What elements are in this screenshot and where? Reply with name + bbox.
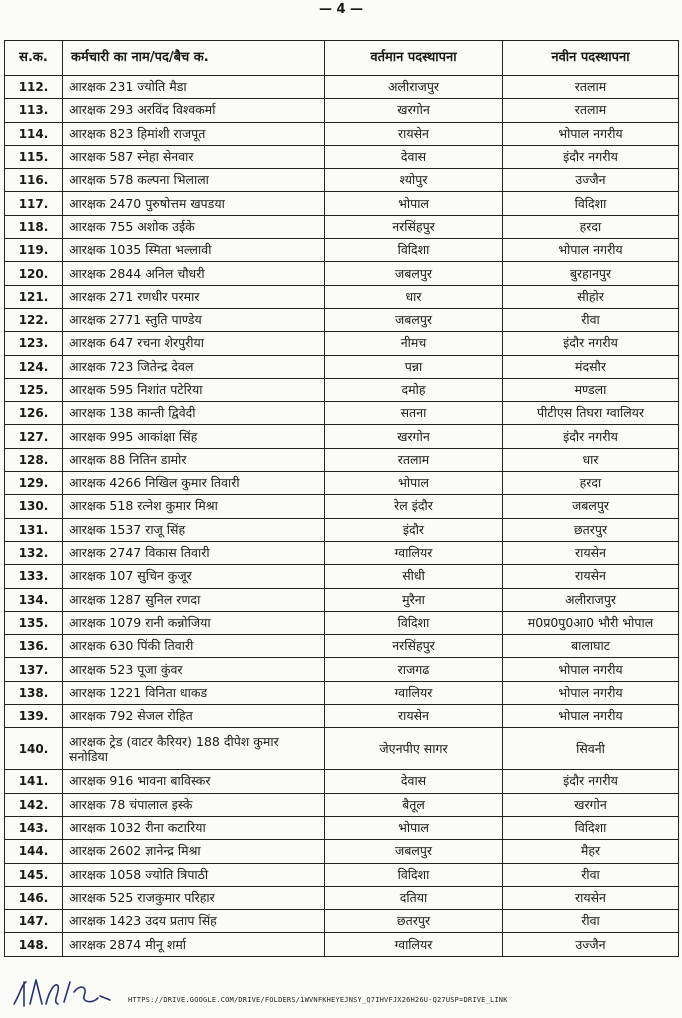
serial-cell: 143. — [5, 816, 63, 839]
current-posting-cell: भोपाल — [325, 472, 503, 495]
new-posting-cell: भोपाल नगरीय — [503, 705, 679, 728]
name-cell: आरक्षक 4266 निखिल कुमार तिवारी — [63, 472, 325, 495]
new-posting-cell: विदिशा — [503, 816, 679, 839]
new-posting-cell: हरदा — [503, 215, 679, 238]
table-row — [5, 886, 679, 909]
serial-cell: 114. — [5, 122, 63, 145]
new-posting-cell: रीवा — [503, 863, 679, 886]
table-row — [5, 495, 679, 518]
new-posting-cell: अलीराजपुर — [503, 588, 679, 611]
serial-cell: 119. — [5, 239, 63, 262]
serial-cell: 116. — [5, 169, 63, 192]
new-posting-cell: जबलपुर — [503, 495, 679, 518]
signature-date-handwritten — [12, 974, 112, 1010]
name-cell: आरक्षक 1035 स्मिता भल्लावी — [63, 239, 325, 262]
name-cell: आरक्षक ट्रेड (वाटर कैरियर) 188 दीपेश कुमार सनोडिया — [63, 728, 325, 770]
new-posting-cell: इंदौर नगरीय — [503, 425, 679, 448]
name-cell: आरक्षक 525 राजकुमार परिहार — [63, 886, 325, 909]
table-row — [5, 840, 679, 863]
new-posting-cell: भोपाल नगरीय — [503, 122, 679, 145]
new-posting-cell: छतरपुर — [503, 518, 679, 541]
name-cell: आरक्षक 792 सेजल रोहित — [63, 705, 325, 728]
current-posting-cell: खरगोन — [325, 425, 503, 448]
current-posting-cell: राजगढ — [325, 658, 503, 681]
name-cell: आरक्षक 231 ज्योति मैडा — [63, 76, 325, 99]
serial-cell: 120. — [5, 262, 63, 285]
table-row — [5, 76, 679, 99]
table-row — [5, 145, 679, 168]
current-posting-cell: विदिशा — [325, 611, 503, 634]
new-posting-cell: उज्जैन — [503, 933, 679, 956]
table-row — [5, 192, 679, 215]
current-posting-cell: देवास — [325, 145, 503, 168]
new-posting-cell: इंदौर नगरीय — [503, 332, 679, 355]
table-row — [5, 308, 679, 331]
serial-cell: 130. — [5, 495, 63, 518]
current-posting-cell: भोपाल — [325, 816, 503, 839]
name-cell: आरक्षक 1032 रीना कटारिया — [63, 816, 325, 839]
serial-cell: 144. — [5, 840, 63, 863]
serial-cell: 117. — [5, 192, 63, 215]
footer-drive-link: HTTPS://DRIVE.GOOGLE.COM/DRIVE/FOLDERS/1WVNFKHEYEJNSY_Q7IHVFJX26H26U-Q27USP=DRIVE_LINK — [128, 996, 508, 1004]
serial-cell: 132. — [5, 541, 63, 564]
current-posting-cell: ग्वालियर — [325, 681, 503, 704]
current-posting-cell: रतलाम — [325, 448, 503, 471]
name-cell: आरक्षक 138 कान्ती द्विवेदी — [63, 402, 325, 425]
table-row — [5, 262, 679, 285]
serial-cell: 131. — [5, 518, 63, 541]
header-serial: स.क. — [5, 41, 63, 76]
new-posting-cell: भोपाल नगरीय — [503, 658, 679, 681]
table-row — [5, 565, 679, 588]
name-cell: आरक्षक 2771 स्तुति पाण्डेय — [63, 308, 325, 331]
new-posting-cell: बुरहानपुर — [503, 262, 679, 285]
table-row — [5, 285, 679, 308]
table-row — [5, 378, 679, 401]
name-cell: आरक्षक 271 रणधीर परमार — [63, 285, 325, 308]
current-posting-cell: नरसिंहपुर — [325, 215, 503, 238]
current-posting-cell: रायसेन — [325, 705, 503, 728]
current-posting-cell: सीधी — [325, 565, 503, 588]
serial-cell: 141. — [5, 770, 63, 793]
serial-cell: 123. — [5, 332, 63, 355]
name-cell: आरक्षक 78 चंपालाल इस्के — [63, 793, 325, 816]
current-posting-cell: इंदौर — [325, 518, 503, 541]
new-posting-cell: खरगोन — [503, 793, 679, 816]
table-row — [5, 541, 679, 564]
current-posting-cell: ग्वालियर — [325, 933, 503, 956]
serial-cell: 139. — [5, 705, 63, 728]
serial-cell: 147. — [5, 910, 63, 933]
header-new-posting: नवीन पदस्थापना — [503, 41, 679, 76]
serial-cell: 113. — [5, 99, 63, 122]
new-posting-cell: उज्जैन — [503, 169, 679, 192]
current-posting-cell: पन्ना — [325, 355, 503, 378]
current-posting-cell: धार — [325, 285, 503, 308]
serial-cell: 129. — [5, 472, 63, 495]
table-row — [5, 910, 679, 933]
current-posting-cell: बैतूल — [325, 793, 503, 816]
name-cell: आरक्षक 578 कल्पना भिलाला — [63, 169, 325, 192]
current-posting-cell: खरगोन — [325, 99, 503, 122]
name-cell: आरक्षक 1079 रानी कन्नोजिया — [63, 611, 325, 634]
name-cell: आरक्षक 88 नितिन डामोर — [63, 448, 325, 471]
new-posting-cell: रायसेन — [503, 541, 679, 564]
serial-cell: 134. — [5, 588, 63, 611]
page-number: — 4 — — [318, 2, 364, 17]
current-posting-cell: रायसेन — [325, 122, 503, 145]
current-posting-cell: जेएनपीए सागर — [325, 728, 503, 770]
new-posting-cell: रीवा — [503, 308, 679, 331]
current-posting-cell: जबलपुर — [325, 308, 503, 331]
new-posting-cell: रायसेन — [503, 565, 679, 588]
serial-cell: 140. — [5, 728, 63, 770]
table-row — [5, 472, 679, 495]
header-current-posting: वर्तमान पदस्थापना — [325, 41, 503, 76]
serial-cell: 135. — [5, 611, 63, 634]
name-cell: आरक्षक 595 निशांत पटेरिया — [63, 378, 325, 401]
new-posting-cell: भोपाल नगरीय — [503, 681, 679, 704]
table-row — [5, 402, 679, 425]
new-posting-cell: इंदौर नगरीय — [503, 145, 679, 168]
table-row — [5, 239, 679, 262]
table-row — [5, 122, 679, 145]
name-cell: आरक्षक 630 पिंकी तिवारी — [63, 635, 325, 658]
table-body — [5, 76, 679, 957]
table-header-row — [5, 41, 679, 76]
table-row — [5, 705, 679, 728]
current-posting-cell: श्योपुर — [325, 169, 503, 192]
name-cell: आरक्षक 107 सुचिन कुजूर — [63, 565, 325, 588]
serial-cell: 125. — [5, 378, 63, 401]
table-row — [5, 588, 679, 611]
current-posting-cell: देवास — [325, 770, 503, 793]
current-posting-cell: नीमच — [325, 332, 503, 355]
new-posting-cell: रतलाम — [503, 99, 679, 122]
new-posting-cell: भोपाल नगरीय — [503, 239, 679, 262]
name-cell: आरक्षक 2874 मीनू शर्मा — [63, 933, 325, 956]
current-posting-cell: दमोह — [325, 378, 503, 401]
current-posting-cell: भोपाल — [325, 192, 503, 215]
new-posting-cell: मंदसौर — [503, 355, 679, 378]
name-cell: आरक्षक 823 हिमांशी राजपूत — [63, 122, 325, 145]
serial-cell: 138. — [5, 681, 63, 704]
table-row — [5, 793, 679, 816]
new-posting-cell: रतलाम — [503, 76, 679, 99]
name-cell: आरक्षक 587 स्नेहा सेनवार — [63, 145, 325, 168]
serial-cell: 148. — [5, 933, 63, 956]
table-row — [5, 770, 679, 793]
table-row — [5, 658, 679, 681]
serial-cell: 118. — [5, 215, 63, 238]
name-cell: आरक्षक 1423 उदय प्रताप सिंह — [63, 910, 325, 933]
serial-cell: 127. — [5, 425, 63, 448]
new-posting-cell: म0प्र0पु0आ0 भौरी भोपाल — [503, 611, 679, 634]
name-cell: आरक्षक 995 आकांक्षा सिंह — [63, 425, 325, 448]
current-posting-cell: दतिया — [325, 886, 503, 909]
new-posting-cell: मैहर — [503, 840, 679, 863]
name-cell: आरक्षक 523 पूजा कुंवर — [63, 658, 325, 681]
new-posting-cell: बालाघाट — [503, 635, 679, 658]
serial-cell: 112. — [5, 76, 63, 99]
name-cell: आरक्षक 1537 राजू सिंह — [63, 518, 325, 541]
serial-cell: 142. — [5, 793, 63, 816]
new-posting-cell: इंदौर नगरीय — [503, 770, 679, 793]
serial-cell: 146. — [5, 886, 63, 909]
table-row — [5, 816, 679, 839]
new-posting-cell: रीवा — [503, 910, 679, 933]
new-posting-cell: विदिशा — [503, 192, 679, 215]
current-posting-cell: अलीराजपुर — [325, 76, 503, 99]
new-posting-cell: सीहोर — [503, 285, 679, 308]
name-cell: आरक्षक 2844 अनिल चौधरी — [63, 262, 325, 285]
serial-cell: 122. — [5, 308, 63, 331]
table-row — [5, 863, 679, 886]
name-cell: आरक्षक 2470 पुरुषोत्तम खपडया — [63, 192, 325, 215]
current-posting-cell: ग्वालियर — [325, 541, 503, 564]
serial-cell: 137. — [5, 658, 63, 681]
current-posting-cell: जबलपुर — [325, 840, 503, 863]
new-posting-cell: हरदा — [503, 472, 679, 495]
table-row — [5, 933, 679, 956]
name-cell: आरक्षक 1221 विनिता धाकड — [63, 681, 325, 704]
transfer-table — [4, 40, 679, 957]
table-row — [5, 425, 679, 448]
name-cell: आरक्षक 2602 ज्ञानेन्द्र मिश्रा — [63, 840, 325, 863]
new-posting-cell: धार — [503, 448, 679, 471]
name-cell: आरक्षक 647 रचना शेरपुरीया — [63, 332, 325, 355]
current-posting-cell: रेल इंदौर — [325, 495, 503, 518]
name-cell: आरक्षक 1287 सुनिल रणदा — [63, 588, 325, 611]
current-posting-cell: विदिशा — [325, 863, 503, 886]
current-posting-cell: जबलपुर — [325, 262, 503, 285]
serial-cell: 115. — [5, 145, 63, 168]
current-posting-cell: सतना — [325, 402, 503, 425]
new-posting-cell: सिवनी — [503, 728, 679, 770]
serial-cell: 145. — [5, 863, 63, 886]
name-cell: आरक्षक 723 जितेन्द्र देवल — [63, 355, 325, 378]
new-posting-cell: रायसेन — [503, 886, 679, 909]
current-posting-cell: मुरैना — [325, 588, 503, 611]
serial-cell: 121. — [5, 285, 63, 308]
table-row — [5, 169, 679, 192]
serial-cell: 128. — [5, 448, 63, 471]
name-cell: आरक्षक 916 भावना बाविस्कर — [63, 770, 325, 793]
new-posting-cell: पीटीएस तिघरा ग्वालियर — [503, 402, 679, 425]
serial-cell: 126. — [5, 402, 63, 425]
table-row — [5, 332, 679, 355]
table-row — [5, 215, 679, 238]
table-row — [5, 99, 679, 122]
table-row — [5, 728, 679, 770]
serial-cell: 136. — [5, 635, 63, 658]
name-cell: आरक्षक 518 रत्नेश कुमार मिश्रा — [63, 495, 325, 518]
current-posting-cell: नरसिंहपुर — [325, 635, 503, 658]
table-row — [5, 635, 679, 658]
table-row — [5, 518, 679, 541]
name-cell: आरक्षक 2747 विकास तिवारी — [63, 541, 325, 564]
name-cell: आरक्षक 755 अशोक उईके — [63, 215, 325, 238]
current-posting-cell: छतरपुर — [325, 910, 503, 933]
header-name: कर्मचारी का नाम/पद/बैच क. — [63, 41, 325, 76]
table-row — [5, 355, 679, 378]
table-row — [5, 448, 679, 471]
new-posting-cell: मण्डला — [503, 378, 679, 401]
name-cell: आरक्षक 1058 ज्योति त्रिपाठी — [63, 863, 325, 886]
table-row — [5, 611, 679, 634]
current-posting-cell: विदिशा — [325, 239, 503, 262]
name-cell: आरक्षक 293 अरविंद विश्वकर्मा — [63, 99, 325, 122]
serial-cell: 133. — [5, 565, 63, 588]
table-row — [5, 681, 679, 704]
serial-cell: 124. — [5, 355, 63, 378]
